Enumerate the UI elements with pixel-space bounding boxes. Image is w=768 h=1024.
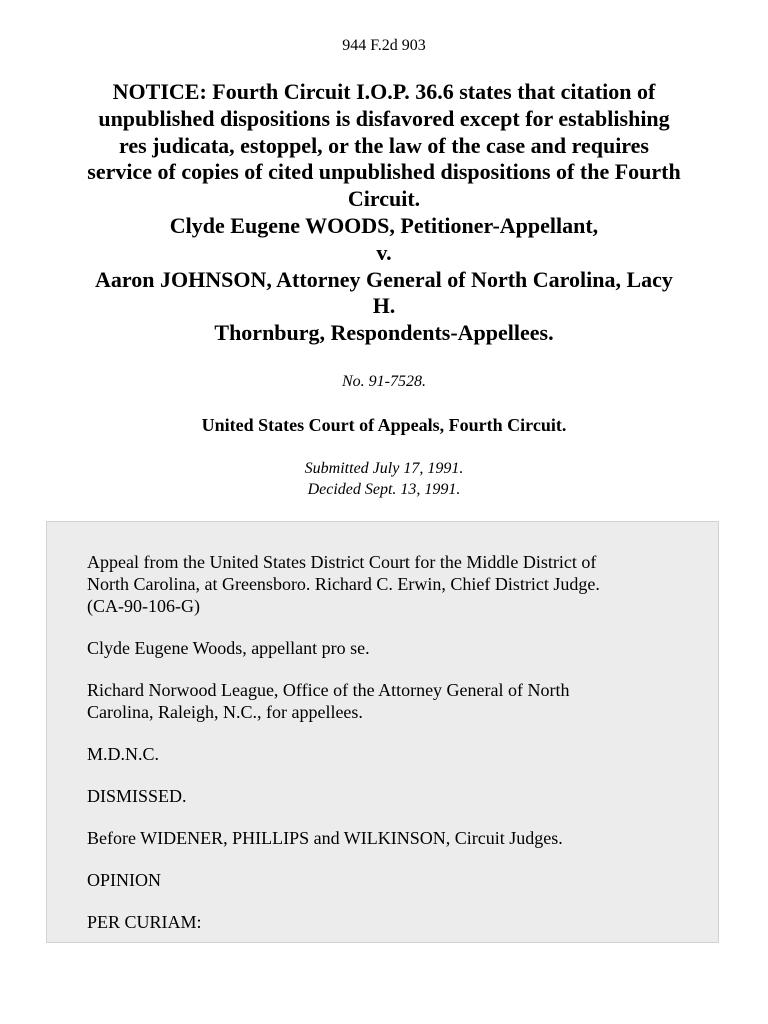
case-dates	[0, 458, 768, 500]
decided-date: Decided Sept. 13, 1991.	[307, 481, 461, 498]
appellee-counsel-line-2: Carolina, Raleigh, N.C., for appellees.	[87, 702, 363, 722]
submitted-date: Submitted July 17, 1991.	[304, 460, 464, 477]
notice-line-2: unpublished dispositions is disfavored except for establishing	[98, 105, 670, 131]
case-details-box	[46, 521, 719, 943]
appeal-origin	[87, 551, 678, 617]
notice-line-1: NOTICE: Fourth Circuit I.O.P. 36.6 states that citation of	[112, 79, 656, 104]
notice-line-4: service of copies of cited unpublished dispositions of the Fourth	[87, 159, 681, 185]
opinion-heading: OPINION	[87, 870, 161, 890]
appeal-origin-line-2: North Carolina, at Greensboro. Richard C. Erwin, Chief District Judge.	[87, 574, 600, 594]
disposition: DISMISSED.	[87, 786, 187, 806]
notice-line-3: res judicata, estoppel, or the law of the case and requires	[118, 132, 649, 158]
appeal-origin-line-3: (CA-90-106-G)	[87, 596, 200, 616]
judges-panel: Before WIDENER, PHILLIPS and WILKINSON, Circuit Judges.	[87, 828, 563, 848]
versus-line: v.	[376, 239, 392, 265]
appellee-counsel-line-1: Richard Norwood League, Office of the Attorney General of North	[87, 680, 570, 700]
appeal-origin-line-1: Appeal from the United States District Court for the Middle District of	[87, 552, 597, 572]
respondents-line-2: H.	[372, 293, 396, 319]
respondents-line-3: Thornburg, Respondents-Appellees.	[214, 320, 554, 346]
petitioner-line: Clyde Eugene WOODS, Petitioner-Appellant,	[169, 212, 599, 238]
appellant-counsel: Clyde Eugene Woods, appellant pro se.	[87, 638, 370, 658]
docket-number: No. 91-7528.	[342, 373, 426, 390]
appellee-counsel	[87, 679, 678, 723]
per-curiam: PER CURIAM:	[87, 912, 202, 932]
case-caption	[40, 79, 728, 347]
reporter-citation: 944 F.2d 903	[342, 37, 426, 54]
notice-line-5: Circuit.	[347, 186, 421, 212]
lower-court: M.D.N.C.	[87, 744, 160, 764]
court-name: United States Court of Appeals, Fourth Circuit.	[201, 415, 567, 435]
respondents-line-1: Aaron JOHNSON, Attorney General of North Carolina, Lacy	[95, 266, 673, 292]
